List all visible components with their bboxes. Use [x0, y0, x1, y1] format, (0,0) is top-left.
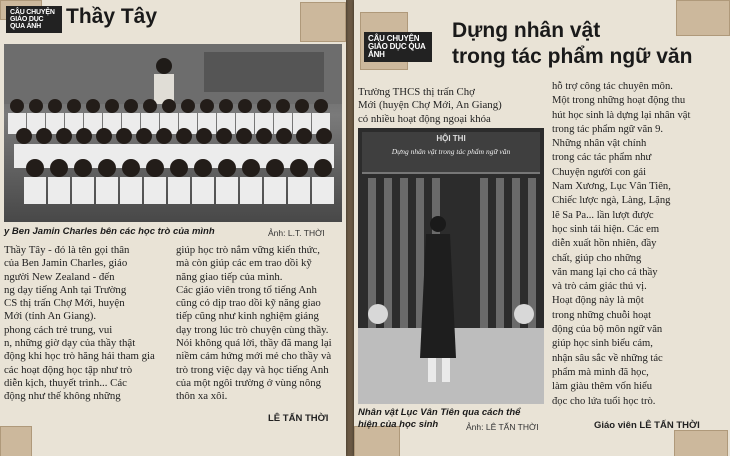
student-head: [257, 99, 271, 113]
text-line: trong tác phẩm ngữ văn 9.: [552, 123, 664, 135]
student-shirt: [264, 177, 286, 204]
student-shirt: [168, 177, 190, 204]
student-head: [74, 159, 92, 177]
student-head: [238, 99, 252, 113]
text-line: Chiếc lược ngà, Làng, Lặng: [552, 195, 671, 207]
student-head: [48, 99, 62, 113]
student-head: [216, 128, 232, 144]
student-head: [136, 128, 152, 144]
text-line: mà còn giúp các em trao dồi kỹ: [176, 257, 312, 270]
student-head: [67, 99, 81, 113]
text-line: động khi học trò hăng hái tham gia: [4, 350, 155, 363]
text-line: Những nhân vật chính: [552, 138, 647, 150]
student-shirt: [312, 177, 334, 204]
text-line: năng giao tiếp của mình.: [176, 270, 283, 283]
text-line: của một ngôi trường ở vùng nông: [176, 376, 322, 389]
text-line: Các giáo viên trong tổ tiếng Anh: [176, 283, 317, 296]
tape-strip: [674, 430, 728, 456]
text-line: các hoạt động học tập như trò: [4, 363, 133, 376]
student-head: [122, 159, 140, 177]
text-line: Chuyện người con gái: [552, 166, 647, 178]
student-head: [124, 99, 138, 113]
student-head: [256, 128, 272, 144]
student-shirt: [240, 177, 262, 204]
photo-credit: Ảnh: LÊ TẤN THỜI: [466, 422, 539, 432]
student-head: [16, 128, 32, 144]
stage-performance-photo: [358, 128, 544, 404]
student-shirt: [192, 177, 214, 204]
article-column-right: [552, 80, 728, 416]
text-line: n, những giờ dạy của thầy thật: [4, 337, 136, 350]
text-line: cũng có dịp trao dồi kỹ năng giao: [176, 297, 321, 310]
student-shirt: [120, 177, 142, 204]
text-line: có nhiều hoạt động ngoại khóa: [358, 112, 491, 125]
text-line: của Ben Jamin Charles, giáo: [4, 257, 128, 270]
text-line: người New Zealand - đến: [4, 270, 115, 283]
student-head: [116, 128, 132, 144]
text-line: văn mang lại cho cả thầy: [552, 266, 658, 278]
student-head: [296, 128, 312, 144]
student-head: [86, 99, 100, 113]
text-line: Mới (huyện Chợ Mới, An Giang): [358, 99, 502, 112]
text-line: tiếp cũng như kinh nghiệm giảng: [176, 310, 319, 323]
student-shirt: [24, 177, 46, 204]
tape-strip: [300, 2, 346, 42]
student-head: [162, 99, 176, 113]
text-line: Nói không quá lời, thầy đã mang lại: [176, 337, 332, 350]
student-head: [56, 128, 72, 144]
tape-strip: [0, 426, 32, 456]
article-headline-line1: Dựng nhân vật: [452, 19, 601, 42]
text-line: phong cách trẻ trung, vui: [4, 323, 113, 336]
text-line: Hoạt động này là một: [552, 295, 644, 307]
student-head: [76, 128, 92, 144]
student-head: [290, 159, 308, 177]
student-head: [194, 159, 212, 177]
text-line: trong các tác phẩm như: [552, 152, 652, 164]
text-line: lẽ Sa Pa... lần lượt được: [552, 209, 654, 221]
article-column-2: [176, 244, 342, 424]
text-line: diễn xuất hồn nhiên, đầy: [552, 238, 657, 250]
student-head: [146, 159, 164, 177]
text-line: nhận sâu sắc về những tác: [552, 352, 663, 364]
article-intro: [358, 86, 544, 128]
student-head: [26, 159, 44, 177]
student-head: [143, 99, 157, 113]
text-line: động của bộ môn ngữ văn: [552, 324, 663, 336]
student-head: [266, 159, 284, 177]
student-shirt: [216, 177, 238, 204]
photo-caption: y Ben Jamin Charles bên các học trò của mình: [4, 226, 215, 237]
section-logo: CÂU CHUYỆN GIÁO DỤC QUA ẢNH: [6, 6, 62, 33]
article-column-1: [4, 244, 168, 424]
student-head: [29, 99, 43, 113]
text-line: ng dạy tiếng Anh tại Trường: [4, 283, 127, 296]
student-head: [156, 128, 172, 144]
right-newspaper-clipping: [354, 0, 730, 456]
text-line: làm giàu thêm vốn hiểu: [552, 381, 653, 393]
text-line: dạy trong lúc trò chuyện cùng thầy.: [176, 323, 329, 336]
students-illustration: [4, 44, 342, 222]
text-line: Mới (tỉnh An Giang).: [4, 310, 97, 323]
student-head: [96, 128, 112, 144]
student-head: [218, 159, 236, 177]
student-head: [10, 99, 24, 113]
article-byline: LÊ TẤN THỜI: [268, 413, 329, 424]
student-head: [105, 99, 119, 113]
class-group-photo: [4, 44, 342, 222]
banner-subtitle: Dựng nhân vật trong tác phẩm ngữ văn: [391, 147, 511, 156]
student-head: [314, 99, 328, 113]
photo-caption-line2: hiện của học sinh: [358, 419, 439, 430]
student-head: [219, 99, 233, 113]
text-line: trò trong việc dạy và học tiếng Anh: [176, 363, 329, 376]
banner-title: HỘI THI: [436, 134, 466, 143]
student-head: [36, 128, 52, 144]
article-headline: Thầy Tây: [66, 5, 158, 28]
student-head: [314, 159, 332, 177]
text-line: hút học sinh là dựng lại nhân vật: [552, 109, 691, 121]
stage-illustration: [358, 128, 544, 404]
text-line: Thầy Tây - đó là tên gọi thân: [4, 244, 130, 256]
text-line: niềm cảm hứng mới mẻ cho thầy và: [176, 350, 332, 363]
text-line: thôn xa xôi.: [176, 390, 228, 403]
text-line: phẩm mà mình đã học,: [552, 366, 649, 378]
left-newspaper-clipping: [0, 0, 346, 456]
student-shirt: [96, 177, 118, 204]
student-head: [196, 128, 212, 144]
text-line: diễn kịch, thuyết trình... Các: [4, 376, 127, 389]
student-head: [50, 159, 68, 177]
student-head: [276, 128, 292, 144]
text-line: Trường THCS thị trấn Chợ: [358, 86, 475, 98]
student-head: [236, 128, 252, 144]
text-line: chất, giúp cho những: [552, 252, 642, 264]
student-shirt: [144, 177, 166, 204]
tape-strip: [676, 0, 730, 36]
student-head: [98, 159, 116, 177]
student-head: [170, 159, 188, 177]
student-head: [316, 128, 332, 144]
photo-credit: Ảnh: L.T. THỜI: [268, 228, 325, 238]
text-line: đọc cho lứa tuổi học trò.: [552, 395, 656, 407]
text-line: Nam Xương, Lục Vân Tiên,: [552, 181, 671, 193]
text-line: hỗ trợ công tác chuyên môn.: [552, 81, 673, 92]
student-head: [181, 99, 195, 113]
photo-caption-line1: Nhân vật Lục Vân Tiên qua cách thể: [358, 407, 521, 418]
student-shirt: [48, 177, 70, 204]
student-head: [176, 128, 192, 144]
text-line: học sinh tái hiện. Các em: [552, 223, 660, 235]
article-headline-line2: trong tác phẩm ngữ văn: [452, 45, 693, 68]
student-head: [295, 99, 309, 113]
student-head: [242, 159, 260, 177]
student-head: [276, 99, 290, 113]
text-line: CS thị trấn Chợ Mới, huyện: [4, 297, 125, 310]
student-shirt: [288, 177, 310, 204]
text-line: và trò cảm giác thú vị.: [552, 281, 647, 293]
student-shirt: [72, 177, 94, 204]
text-line: Một trong những hoạt động thu: [552, 95, 686, 107]
text-line: giúp học trò nắm vững kiến thức,: [176, 244, 320, 256]
article-byline: Giáo viên LÊ TẤN THỜI: [594, 420, 700, 431]
text-line: động như thế không những: [4, 390, 121, 403]
text-line: giúp học sinh biểu cảm,: [552, 338, 653, 350]
section-logo: CÂU CHUYỆN GIÁO DỤC QUA ẢNH: [364, 32, 432, 62]
text-line: trong những chuỗi hoạt: [552, 309, 652, 321]
student-head: [200, 99, 214, 113]
